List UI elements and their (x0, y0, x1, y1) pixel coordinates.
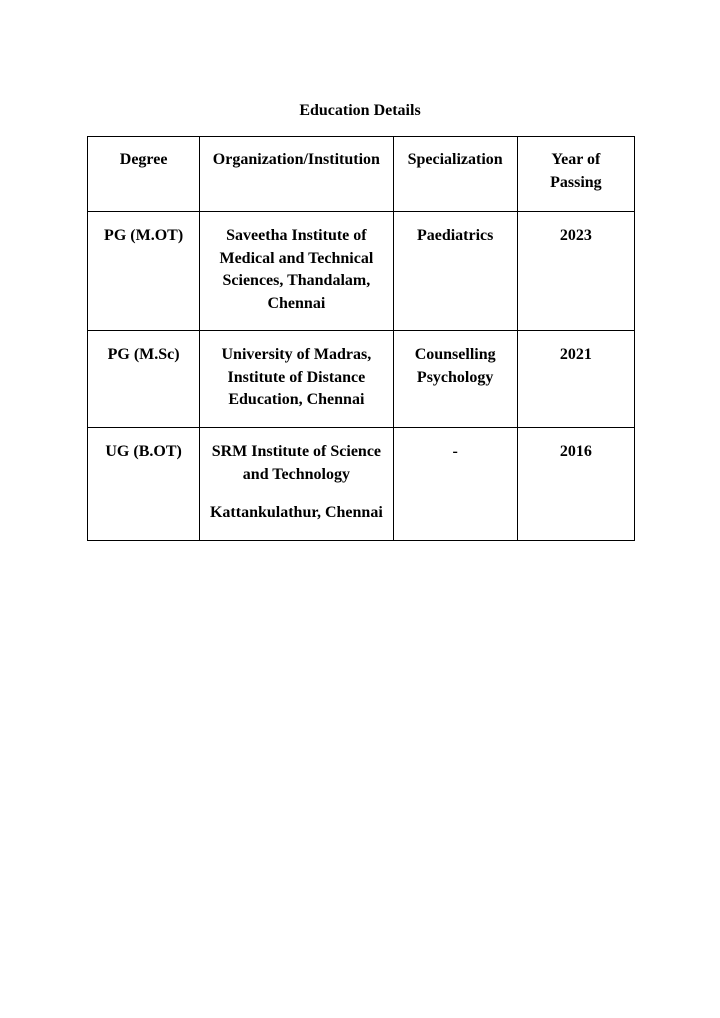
cell-organization-text: Saveetha Institute of Medical and Technical Sciences, Thandalam, Chennai (219, 227, 374, 312)
cell-degree: PG (M.OT) (88, 212, 200, 331)
cell-organization (200, 428, 393, 541)
cell-organization-text: University of Madras, Institute of Distance Education, Chennai (221, 346, 372, 408)
table-row (88, 428, 635, 541)
cell-organization (200, 331, 393, 428)
table-header-row (88, 137, 635, 212)
cell-specialization (393, 331, 517, 428)
cell-organization (200, 212, 393, 331)
cell-year: 2023 (517, 212, 634, 331)
page-title: Education Details (299, 102, 421, 119)
table-row (88, 331, 635, 428)
cell-organization-text: SRM Institute of Science and Technology (211, 443, 382, 483)
cell-degree: PG (M.Sc) (88, 331, 200, 428)
cell-specialization-text: Counselling Psychology (414, 346, 496, 386)
cell-year: 2016 (517, 428, 634, 541)
header-degree: Degree (88, 137, 200, 212)
table-row (88, 212, 635, 331)
cell-year: 2021 (517, 331, 634, 428)
cell-organization-location: Kattankulathur, Chennai (209, 504, 383, 521)
header-organization-label: Organization/Institution (212, 151, 380, 168)
education-table (87, 136, 635, 541)
cell-specialization: Paediatrics (393, 212, 517, 331)
header-year-line2: Passing (550, 173, 602, 191)
header-year-line1: Year of (551, 151, 601, 168)
header-specialization: Specialization (393, 137, 517, 212)
header-organization (200, 137, 393, 212)
cell-degree: UG (B.OT) (88, 428, 200, 541)
header-year (517, 137, 634, 212)
cell-specialization: - (393, 428, 517, 541)
